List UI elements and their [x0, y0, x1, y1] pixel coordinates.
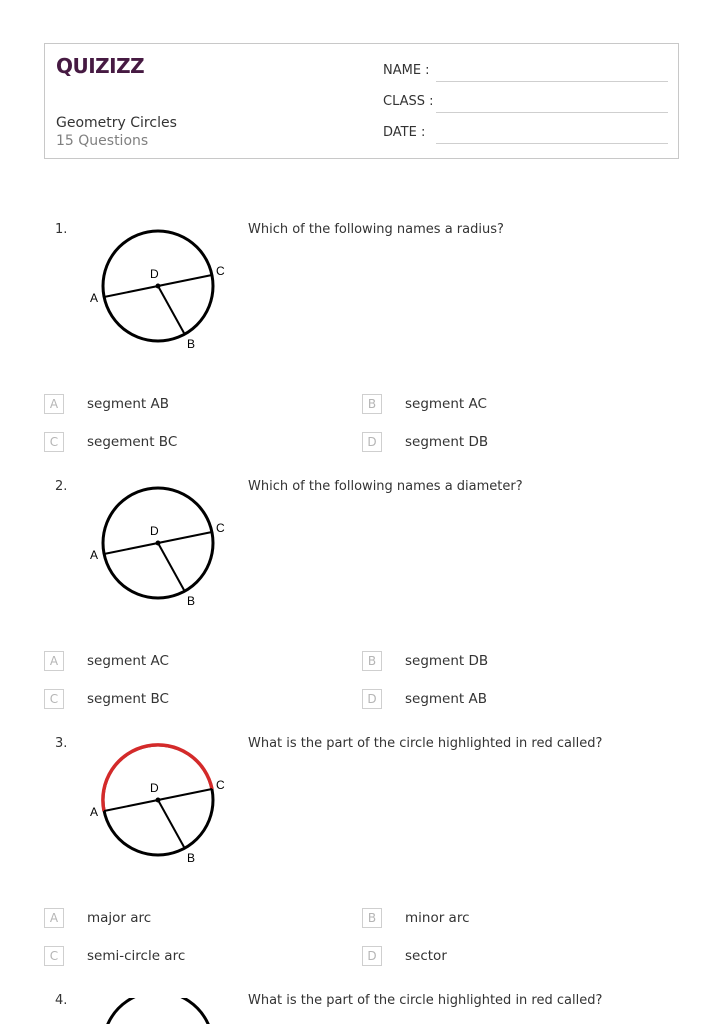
- option-d-text[interactable]: segment AB: [405, 691, 488, 707]
- option-c-letter[interactable]: C: [44, 689, 64, 709]
- center-point: [156, 798, 161, 803]
- circle-figure: [85, 224, 235, 354]
- label-d: D: [150, 267, 159, 281]
- option-d-text[interactable]: sector: [405, 948, 447, 964]
- option-d-text[interactable]: segment DB: [405, 434, 489, 450]
- circle-outline: [107, 998, 209, 1024]
- label-c: C: [216, 521, 225, 535]
- question-number: 3.: [55, 736, 68, 751]
- date-field[interactable]: [436, 143, 668, 144]
- label-a: A: [90, 805, 99, 819]
- segment-db: [158, 286, 184, 333]
- label-b: B: [187, 851, 196, 865]
- label-c: C: [216, 264, 225, 278]
- option-d-letter[interactable]: D: [362, 946, 382, 966]
- circle-figure: [85, 998, 235, 1024]
- label-a: A: [90, 548, 99, 562]
- label-b: B: [187, 337, 196, 351]
- question-text: Which of the following names a diameter?: [248, 479, 523, 494]
- option-a-text[interactable]: segment AC: [87, 653, 169, 669]
- segment-db: [158, 800, 184, 847]
- segment-db: [158, 543, 184, 590]
- question-number: 4.: [55, 993, 68, 1008]
- option-a-text[interactable]: major arc: [87, 910, 152, 926]
- label-d: D: [150, 781, 159, 795]
- center-point: [156, 541, 161, 546]
- name-label: NAME :: [383, 63, 430, 78]
- option-b-letter[interactable]: B: [362, 651, 382, 671]
- circle-figure: [85, 738, 235, 868]
- class-field[interactable]: [436, 112, 668, 113]
- quizizz-logo: QUIZIZZ: [56, 54, 145, 78]
- option-c-text[interactable]: segment BC: [87, 691, 169, 707]
- question-text: What is the part of the circle highlighted in red called?: [248, 993, 603, 1008]
- class-label: CLASS :: [383, 94, 434, 109]
- question-text: What is the part of the circle highlighted in red called?: [248, 736, 603, 751]
- option-c-text[interactable]: segement BC: [87, 434, 178, 450]
- option-a-letter[interactable]: A: [44, 394, 64, 414]
- option-b-text[interactable]: segment DB: [405, 653, 489, 669]
- option-a-text[interactable]: segment AB: [87, 396, 170, 412]
- option-d-letter[interactable]: D: [362, 689, 382, 709]
- name-field[interactable]: [436, 81, 668, 82]
- label-b: B: [187, 594, 196, 608]
- option-b-letter[interactable]: B: [362, 394, 382, 414]
- option-c-text[interactable]: semi-circle arc: [87, 948, 186, 964]
- center-point: [156, 284, 161, 289]
- question-number: 1.: [55, 222, 68, 237]
- option-b-text[interactable]: minor arc: [405, 910, 470, 926]
- date-label: DATE :: [383, 125, 426, 140]
- option-c-letter[interactable]: C: [44, 432, 64, 452]
- option-d-letter[interactable]: D: [362, 432, 382, 452]
- option-a-letter[interactable]: A: [44, 651, 64, 671]
- circle-figure: [85, 481, 235, 611]
- worksheet-title: Geometry Circles: [56, 115, 177, 131]
- label-d: D: [150, 524, 159, 538]
- option-c-letter[interactable]: C: [44, 946, 64, 966]
- question-text: Which of the following names a radius?: [248, 222, 504, 237]
- label-a: A: [90, 291, 99, 305]
- label-c: C: [216, 778, 225, 792]
- worksheet-header: [44, 43, 679, 159]
- option-b-letter[interactable]: B: [362, 908, 382, 928]
- question-count: 15 Questions: [56, 133, 149, 149]
- option-b-text[interactable]: segment AC: [405, 396, 487, 412]
- option-a-letter[interactable]: A: [44, 908, 64, 928]
- question-number: 2.: [55, 479, 68, 494]
